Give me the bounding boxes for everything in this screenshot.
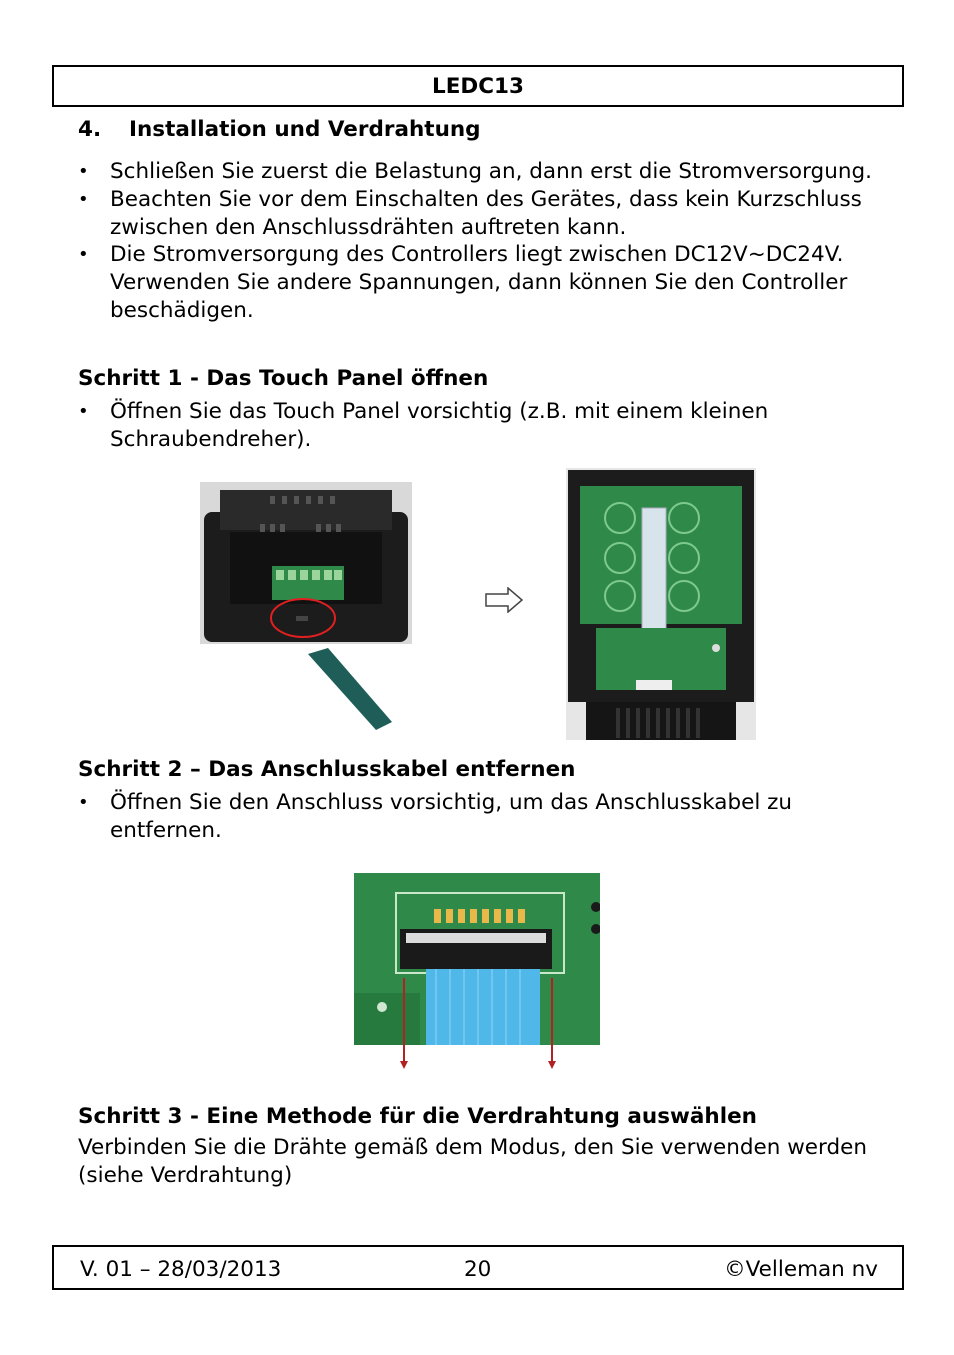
list-item: • Beachten Sie vor dem Einschalten des Gerätes, dass kein Kurzschluss zwischen den Anschlussdrähten auftreten kann. [78,186,888,242]
device-open-photo [566,468,756,740]
page-footer [52,1245,904,1290]
device-back-photo [200,482,412,734]
step3-text: Verbinden Sie die Drähte gemäß dem Modus, den Sie verwenden werden (siehe Verdrahtung) [78,1135,867,1188]
step3-heading: Schritt 3 - Eine Methode für die Verdrahtung auswählen [78,1104,757,1129]
step1-bullet-list [78,398,888,454]
connector-closeup-photo [354,873,600,1071]
footer-copyright: ©Velleman nv [724,1257,878,1282]
section-number: 4. [78,117,102,142]
step1-heading: Schritt 1 - Das Touch Panel öffnen [78,366,489,391]
list-item: • Öffnen Sie das Touch Panel vorsichtig (z.B. mit einem kleinen Schraubendreher). [78,398,888,454]
section-title [78,117,481,142]
model-label: LEDC13 [432,74,524,99]
page-header [52,65,904,107]
intro-bullet-list [78,158,888,325]
section-title-text: Installation und Verdrahtung [129,117,481,142]
step2-bullet-list [78,789,888,845]
list-item: • Die Stromversorgung des Controllers liegt zwischen DC12V~DC24V. Verwenden Sie andere Spannungen, dann können Sie den Controller beschädigen. [78,241,888,324]
list-item: • Öffnen Sie den Anschluss vorsichtig, um das Anschlusskabel zu entfernen. [78,789,888,845]
footer-version: V. 01 – 28/03/2013 [80,1257,282,1282]
list-item: • Schließen Sie zuerst die Belastung an, dann erst die Stromversorgung. [78,158,888,186]
footer-page-number: 20 [464,1257,492,1282]
step2-heading: Schritt 2 – Das Anschlusskabel entfernen [78,757,576,782]
arrow-right-icon [484,587,524,613]
